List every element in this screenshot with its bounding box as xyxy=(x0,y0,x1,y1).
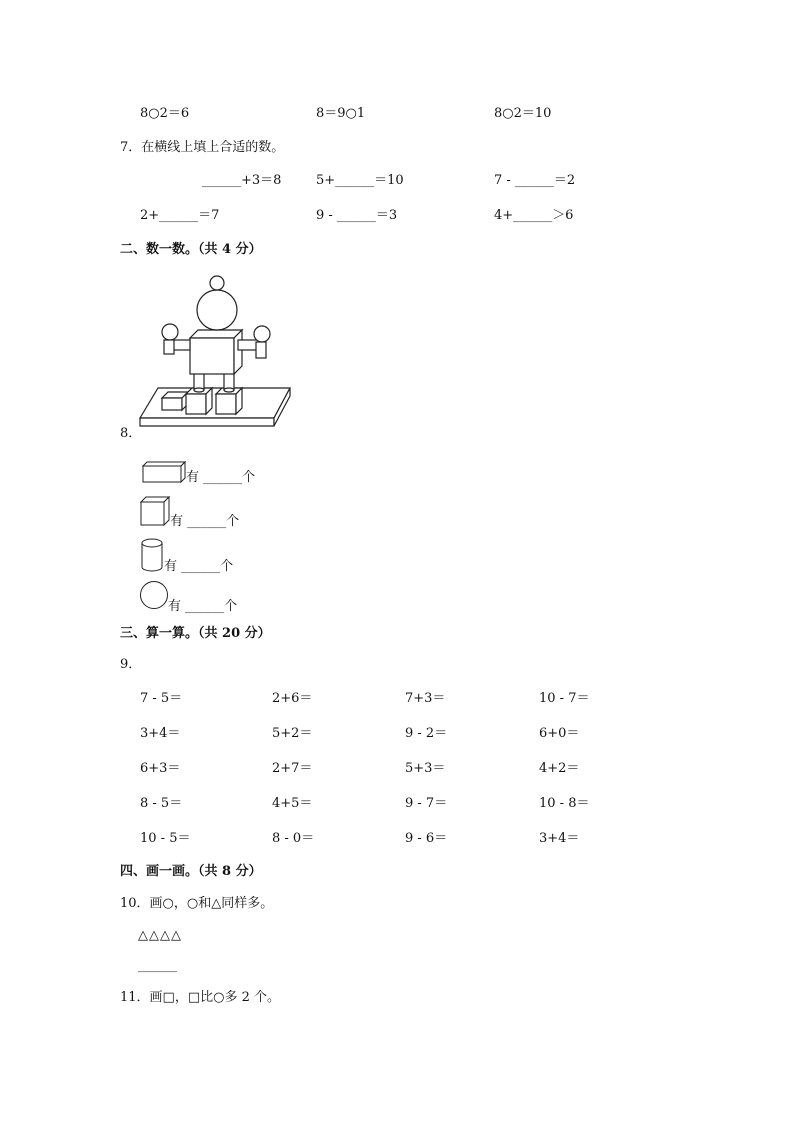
q7-blank-2: 5+______＝10 xyxy=(316,173,404,188)
left-forearm xyxy=(164,340,174,354)
q9-r2-c3: 9 - 2＝ xyxy=(405,726,448,741)
q7-blank-4: 2+______＝7 xyxy=(140,208,220,223)
q8-number: 8． xyxy=(120,426,142,441)
q9-r3-c1: 6+3＝ xyxy=(140,761,181,776)
q9-r2-c1: 3+4＝ xyxy=(140,726,181,741)
left-leg xyxy=(194,372,204,390)
section-3-title: 三、算一算。（共 20 分） xyxy=(120,626,271,641)
q10-answer-line: ______ xyxy=(138,958,177,973)
q9-r1-c4: 10 - 7＝ xyxy=(539,691,590,706)
right-leg xyxy=(224,372,234,390)
q9-r1-c3: 7+3＝ xyxy=(405,691,446,706)
q7-blank-3: 7 - ______＝2 xyxy=(494,173,576,188)
q8-count-sphere: 有 ______个 xyxy=(168,599,238,614)
q7-blank-6: 4+______＞6 xyxy=(494,208,574,223)
q6-item-3: 8○2＝10 xyxy=(494,106,552,121)
small-cuboid-front xyxy=(162,398,182,410)
right-leg-bottom xyxy=(224,388,234,392)
q7-title: 7．在横线上填上合适的数。 xyxy=(120,140,285,155)
right-forearm xyxy=(256,342,266,358)
q10-triangles: △△△△ xyxy=(138,928,182,943)
q9-r5-c3: 9 - 6＝ xyxy=(405,831,448,846)
cube-icon xyxy=(140,496,170,526)
left-hand-ball xyxy=(162,324,178,340)
q9-r4-c4: 10 - 8＝ xyxy=(539,796,590,811)
q8-count-cube: 有 ______个 xyxy=(170,514,240,529)
head-ball xyxy=(197,290,237,330)
cylinder-icon xyxy=(140,538,164,572)
q9-r2-c4: 6+0＝ xyxy=(539,726,580,741)
q9-r3-c3: 5+3＝ xyxy=(405,761,446,776)
section-2-title: 二、数一数。（共 4 分） xyxy=(120,242,262,257)
q7-blank-1: ______+3＝8 xyxy=(202,173,282,188)
q8-count-cylinder: 有 ______个 xyxy=(164,559,234,574)
q8-count-cuboid: 有 ______个 xyxy=(186,470,256,485)
q7-blank-5: 9 - ______＝3 xyxy=(316,208,398,223)
section-4-title: 四、画一画。（共 8 分） xyxy=(120,864,262,879)
sphere-icon xyxy=(139,580,169,610)
q9-number: 9． xyxy=(120,657,142,672)
q9-r3-c2: 2+7＝ xyxy=(272,761,313,776)
body-side xyxy=(234,330,242,374)
left-leg-bottom xyxy=(194,388,204,392)
robot-figure xyxy=(138,270,296,436)
body-top xyxy=(190,330,242,338)
cuboid-icon xyxy=(142,461,186,483)
left-foot-front xyxy=(186,394,206,414)
base-plate-front xyxy=(140,418,274,426)
q9-r5-c4: 3+4＝ xyxy=(539,831,580,846)
right-hand-ball xyxy=(254,326,270,342)
q11-title: 11．画□，□比○多 2 个。 xyxy=(120,990,280,1005)
q9-r4-c3: 9 - 7＝ xyxy=(405,796,448,811)
right-foot-front xyxy=(216,394,236,414)
q9-r5-c1: 10 - 5＝ xyxy=(140,831,191,846)
q6-item-2: 8＝9○1 xyxy=(316,106,366,121)
q9-r1-c2: 2+6＝ xyxy=(272,691,313,706)
q9-r1-c1: 7 - 5＝ xyxy=(140,691,183,706)
q10-title: 10．画○，○和△同样多。 xyxy=(120,896,274,911)
q9-r5-c2: 8 - 0＝ xyxy=(272,831,315,846)
head-top-ball xyxy=(210,276,224,290)
q9-r4-c1: 8 - 5＝ xyxy=(140,796,183,811)
body-front xyxy=(190,338,234,374)
q9-r4-c2: 4+5＝ xyxy=(272,796,313,811)
q9-r3-c4: 4+2＝ xyxy=(539,761,580,776)
q9-r2-c2: 5+2＝ xyxy=(272,726,313,741)
q6-item-1: 8○2＝6 xyxy=(140,106,190,121)
